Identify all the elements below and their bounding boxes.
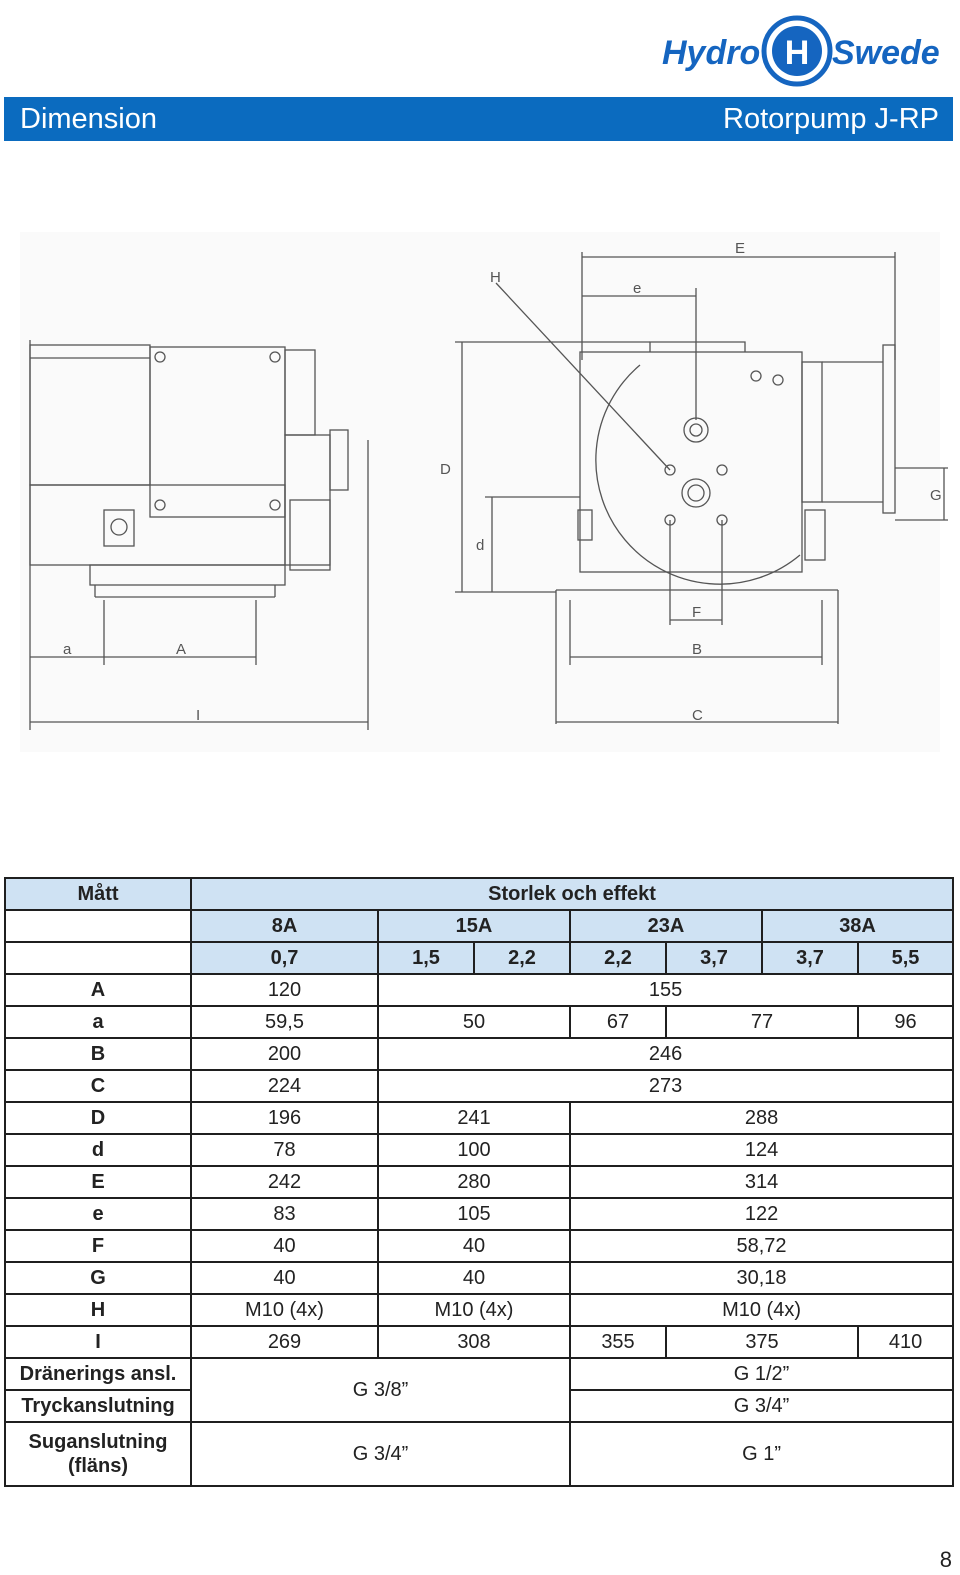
row-label: e [5, 1198, 191, 1230]
row-label-line2: (fläns) [68, 1455, 128, 1477]
cell: 40 [191, 1230, 378, 1262]
power-cell: 1,5 [378, 942, 474, 974]
row-label-line1: Suganslutning [28, 1431, 168, 1453]
power-row [5, 942, 953, 974]
cell: 269 [191, 1326, 378, 1358]
header-matt: Mått [5, 878, 191, 910]
cell: 78 [191, 1134, 378, 1166]
row-label: Tryckanslutning [5, 1390, 191, 1422]
table-row [5, 1230, 953, 1262]
label-e: e [633, 280, 642, 297]
table-row [5, 1102, 953, 1134]
table-row [5, 1134, 953, 1166]
table-row [5, 1358, 953, 1390]
label-I: I [196, 707, 201, 724]
size-38a: 38A [762, 910, 953, 942]
power-cell: 3,7 [762, 942, 858, 974]
cell: 30,18 [570, 1262, 953, 1294]
cell: 410 [858, 1326, 953, 1358]
label-D: D [440, 461, 451, 478]
cell: 40 [191, 1262, 378, 1294]
size-row-blank [5, 910, 191, 942]
row-label: I [5, 1326, 191, 1358]
cell: 58,72 [570, 1230, 953, 1262]
brand-left-text: Hydro [662, 34, 761, 72]
row-label: F [5, 1230, 191, 1262]
cell: 355 [570, 1326, 666, 1358]
table-row [5, 1198, 953, 1230]
row-label [5, 1422, 191, 1486]
cell: 375 [666, 1326, 858, 1358]
row-label: D [5, 1102, 191, 1134]
cell: G 1” [570, 1422, 953, 1486]
cell: 100 [378, 1134, 570, 1166]
table-row [5, 1422, 953, 1486]
row-label: G [5, 1262, 191, 1294]
power-row-blank [5, 942, 191, 974]
cell: G 3/4” [570, 1390, 953, 1422]
header-storlek: Storlek och effekt [191, 878, 953, 910]
row-label: B [5, 1038, 191, 1070]
cell: 308 [378, 1326, 570, 1358]
table-row [5, 1038, 953, 1070]
cell: 40 [378, 1262, 570, 1294]
cell: 224 [191, 1070, 378, 1102]
cell: 120 [191, 974, 378, 1006]
title-banner [4, 97, 953, 141]
row-label: a [5, 1006, 191, 1038]
cell: 246 [378, 1038, 953, 1070]
label-a: a [63, 641, 72, 658]
cell: M10 (4x) [570, 1294, 953, 1326]
cell: 122 [570, 1198, 953, 1230]
table-row [5, 1166, 953, 1198]
logo-mark: H [784, 34, 810, 72]
power-cell: 5,5 [858, 942, 953, 974]
cell: 280 [378, 1166, 570, 1198]
label-A: A [176, 641, 187, 658]
label-d: d [476, 537, 485, 554]
power-cell: 3,7 [666, 942, 762, 974]
size-15a: 15A [378, 910, 570, 942]
row-label: C [5, 1070, 191, 1102]
pump-dimension-drawing [0, 200, 960, 760]
power-cell: 2,2 [570, 942, 666, 974]
table-row [5, 1070, 953, 1102]
table-header-row [5, 878, 953, 910]
hydroswede-logo [660, 14, 942, 88]
cell: G 1/2” [570, 1358, 953, 1390]
row-label: Dränerings ansl. [5, 1358, 191, 1390]
table-row [5, 974, 953, 1006]
cell: 83 [191, 1198, 378, 1230]
cell: 273 [378, 1070, 953, 1102]
cell: 196 [191, 1102, 378, 1134]
cell: 241 [378, 1102, 570, 1134]
row-label: d [5, 1134, 191, 1166]
label-F: F [692, 604, 702, 621]
cell: 67 [570, 1006, 666, 1038]
label-C: C [692, 707, 703, 724]
cell: 288 [570, 1102, 953, 1134]
row-label: A [5, 974, 191, 1006]
banner-title-left: Dimension [20, 103, 157, 135]
banner-title-right: Rotorpump J-RP [723, 103, 939, 135]
cell: G 3/8” [191, 1358, 570, 1422]
cell: 96 [858, 1006, 953, 1038]
label-H: H [490, 269, 501, 286]
label-B: B [692, 641, 703, 658]
cell: 124 [570, 1134, 953, 1166]
cell: 50 [378, 1006, 570, 1038]
row-label: E [5, 1166, 191, 1198]
cell: 105 [378, 1198, 570, 1230]
label-G: G [930, 487, 942, 504]
cell: 40 [378, 1230, 570, 1262]
size-row [5, 910, 953, 942]
cell: 59,5 [191, 1006, 378, 1038]
page-number: 8 [939, 1547, 952, 1572]
cell: 77 [666, 1006, 858, 1038]
power-cell: 0,7 [191, 942, 378, 974]
label-E: E [735, 240, 746, 257]
cell: 200 [191, 1038, 378, 1070]
row-label: H [5, 1294, 191, 1326]
cell: M10 (4x) [191, 1294, 378, 1326]
table-row [5, 1262, 953, 1294]
brand-right-text: Swede [832, 34, 940, 72]
power-cell: 2,2 [474, 942, 570, 974]
cell: M10 (4x) [378, 1294, 570, 1326]
table-row [5, 1294, 953, 1326]
cell: 242 [191, 1166, 378, 1198]
dimension-table [4, 877, 954, 1487]
cell: 314 [570, 1166, 953, 1198]
cell: 155 [378, 974, 953, 1006]
size-23a: 23A [570, 910, 762, 942]
size-8a: 8A [191, 910, 378, 942]
table-row [5, 1326, 953, 1358]
table-row [5, 1006, 953, 1038]
cell: G 3/4” [191, 1422, 570, 1486]
